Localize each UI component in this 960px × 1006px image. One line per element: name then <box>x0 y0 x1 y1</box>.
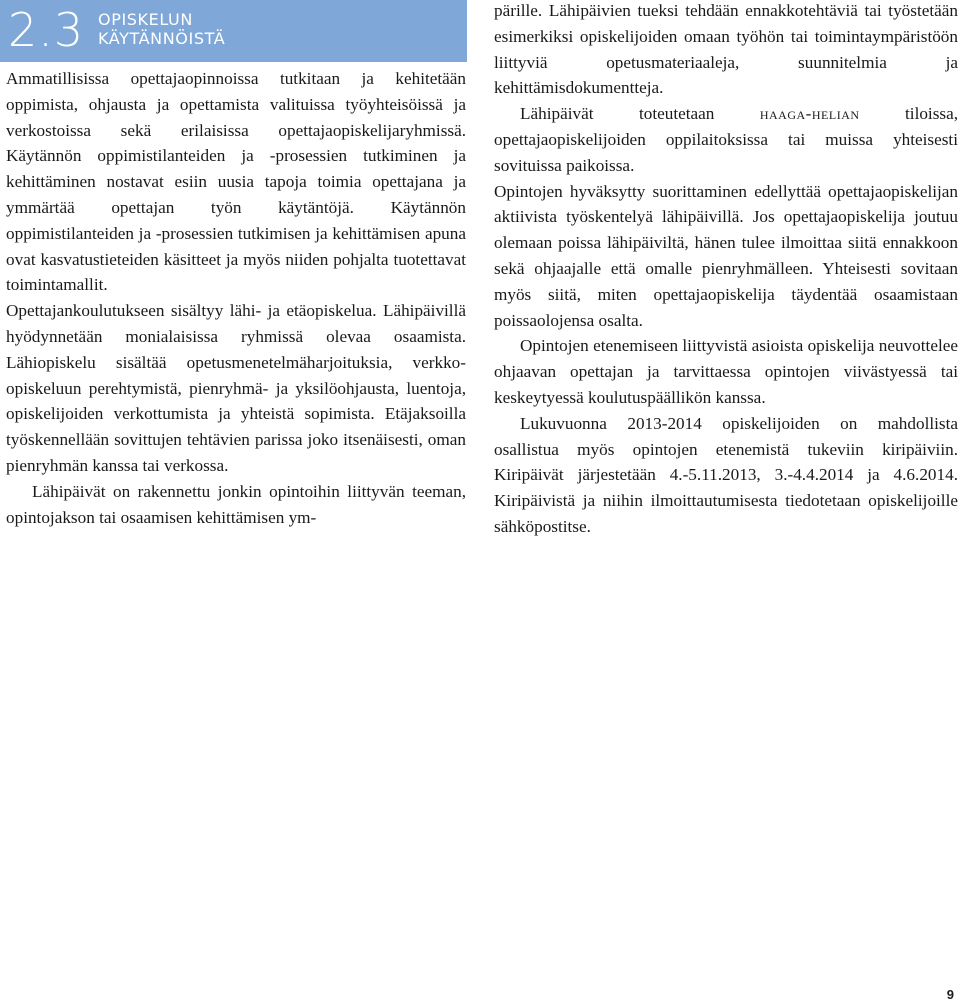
venues-text-end: tiloissa, opettajaopiskelijoiden oppilaitoksissa tai muissa yhteisesti sovituissa paikoissa. <box>494 104 959 175</box>
section-number: 2.3 <box>8 3 85 57</box>
paragraph-contact-study: Opettajankoulutukseen sisältyy lähi- ja etäopiskelua. Lähipäivillä hyödynnetään monialaisissa ryhmissä olevaa osaamista. Lähiopiskelu sisältää opetusmenetelmäharjoituksia, verkko-opiskeluun perehtymistä, pienryhmä- ja yksilöohjausta, luentoja, opiskelijoiden verkottumista ja yhteistä sopimista. Etäjaksoilla työskennellään sovittujen tehtävien parissa joko itsenäisesti, oman pienryhmän kanssa tai verkossa. <box>6 301 466 475</box>
section-title <box>98 10 225 48</box>
paragraph-venues <box>494 101 958 178</box>
paragraph-intro: Ammatillisissa opettajaopinnoissa tutkitaan ja kehitetään oppimista, ohjausta ja opettamista valituissa työyhteisöissä ja verkostoissa sekä erilaisissa opettajaopiskelijaryhmissä. Käytännön oppimistilanteiden ja -prosessien tutkiminen ja kehittäminen nostavat esiin uusia tapoja toimia opettajana ja ymmärtää opettajan työn käytäntöjä. Käytännön oppimistilanteiden ja -prosessien tutkimisen ja kehittämisen apuna ovat kasvatustieteiden käsitteet ja myös niiden pohjalta tuotettavat toimintamallit. <box>6 69 466 295</box>
paragraph-kiripaivat: Lukuvuonna 2013-2014 opiskelijoiden on mahdollista osallistua myös opintojen etenemistä tukeviin kiripäiviin. Kiripäivät järjestetään 4.-5.11.2013, 3.-4.4.2014 ja 4.6.2014. Kiripäivistä ja niihin ilmoittautumisesta tiedotetaan opiskelijoille sähköpostitse. <box>494 413 958 536</box>
left-column <box>6 66 466 530</box>
organization-name: haaga-helian <box>759 104 860 124</box>
paragraph-continuation: pärille. Lähipäivien tueksi tehdään ennakkotehtäviä tai työstetään esimerkiksi opiskelijoiden omaan työhön tai toimintaympäristöön liittyviä opetusmateriaaleja, suunnitelmia ja kehittämisdokumentteja. <box>494 1 958 98</box>
section-title-line-2: KÄYTÄNNÖISTÄ <box>98 29 226 48</box>
right-column <box>494 0 958 540</box>
paragraph-progress: Opintojen etenemiseen liittyvistä asioista opiskelija neuvottelee ohjaavan opettajan ja tarvittaessa opintojen viivästyessä tai keskeytyessä koulutuspäällikön kanssa. <box>494 336 958 407</box>
section-title-line-1: OPISKELUN <box>98 10 193 29</box>
venues-text-start: Lähipäivät toteutetaan <box>520 104 715 124</box>
paragraph-contact-days-theme: Lähipäivät on rakennettu jonkin opintoihin liittyvän teeman, opintojakson tai osaamisen kehittämisen ym- <box>6 481 466 527</box>
page-number: 9 <box>946 987 954 1002</box>
section-header <box>0 0 467 62</box>
paragraph-attendance: Opintojen hyväksytty suorittaminen edellyttää opettajaopiskelijan aktiivista työskentelyä lähipäivillä. Jos opettajaopiskelija joutuu olemaan poissa lähipäiviltä, hänen tulee ilmoittaa siitä ennakkoon sekä ohjaajalle että omalle pienryhmälleen. Yhteisesti sovitaan myös siitä, miten opettajaopiskelija täydentää osaamistaan poissaolojensa osalta. <box>494 181 958 330</box>
